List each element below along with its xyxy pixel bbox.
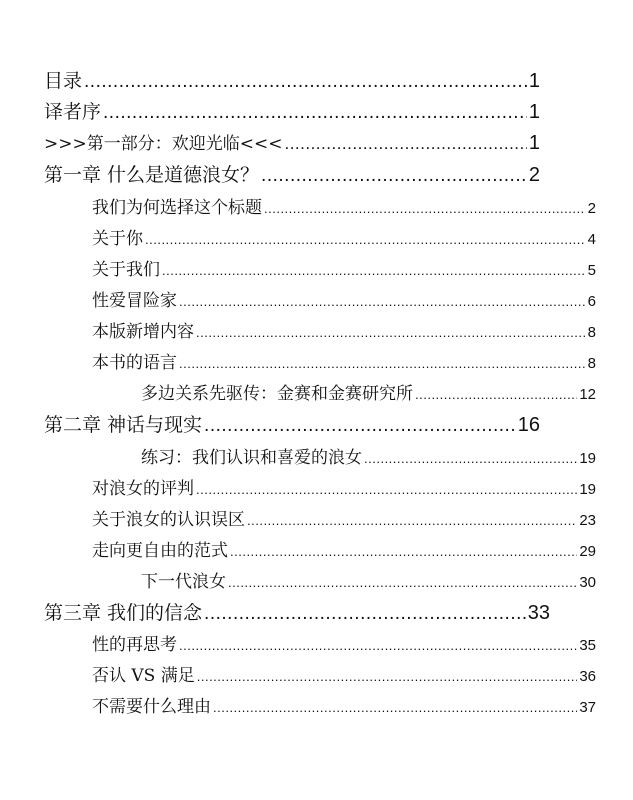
dot-leader (284, 134, 526, 154)
toc-entry-page: 23 (579, 512, 596, 529)
toc-entry-page: 2 (587, 200, 596, 217)
dot-leader (145, 232, 586, 247)
toc-entry[interactable] (92, 536, 596, 562)
toc-entry-page: 1 (528, 70, 540, 92)
toc-entry-page: 29 (579, 543, 596, 560)
toc-entry-title: 本书的语言 (92, 353, 177, 373)
dot-leader (364, 451, 577, 466)
toc-entry-title: 对浪女的评判 (92, 479, 194, 499)
toc-entry-page: 1 (528, 132, 540, 154)
toc-entry-page: 6 (587, 293, 596, 310)
toc-entry-title: 性的再思考 (92, 635, 177, 655)
toc-entry-page: 30 (579, 574, 596, 591)
toc-entry[interactable] (92, 661, 596, 687)
toc-entry[interactable] (92, 348, 596, 374)
toc-entry[interactable] (44, 598, 550, 626)
dot-leader (162, 263, 586, 278)
toc-entry-title: 译者序 (44, 101, 102, 123)
toc-entry[interactable] (44, 66, 540, 94)
toc-entry-title: 关于我们 (92, 260, 160, 280)
toc-entry-page: 36 (579, 668, 596, 685)
toc-entry-title: 本版新增内容 (92, 322, 194, 342)
toc-entry-page: 37 (579, 699, 596, 716)
toc-entry[interactable] (92, 286, 596, 312)
toc-entry-title: 关于你 (92, 229, 143, 249)
dot-leader (103, 102, 527, 124)
toc-entry[interactable] (92, 474, 596, 500)
toc-entry[interactable] (92, 193, 596, 219)
toc-entry[interactable] (141, 379, 596, 405)
toc-entry-title: 关于浪女的认识误区 (92, 510, 245, 530)
dot-leader (179, 638, 577, 653)
toc-entry-title: 练习：我们认识和喜爱的浪女 (141, 448, 362, 468)
toc-entry-title: 目录 (44, 70, 83, 92)
dot-leader (204, 415, 516, 437)
toc-entry-page: 4 (587, 231, 596, 248)
toc-entry-title: 走向更自由的范式 (92, 541, 228, 561)
toc-entry-title: 第二章 神话与现实 (44, 414, 203, 436)
toc-entry[interactable] (44, 410, 540, 438)
toc-entry-title: >>>第一部分：欢迎光临<<< (44, 134, 283, 154)
dot-leader (197, 669, 578, 684)
dot-leader (196, 482, 577, 497)
toc-entry-title: 不需要什么理由 (92, 697, 211, 717)
toc-entry[interactable] (92, 255, 596, 281)
toc-entry-title: 性爱冒险家 (92, 291, 177, 311)
toc-entry-page: 35 (579, 637, 596, 654)
dot-leader (204, 603, 526, 625)
toc-entry-page: 19 (579, 481, 596, 498)
dot-leader (84, 71, 527, 93)
dot-leader (213, 700, 577, 715)
toc-entry-title: 第三章 我们的信念 (44, 602, 203, 624)
dot-leader (264, 201, 586, 216)
toc-entry[interactable] (44, 160, 540, 188)
toc-entry[interactable] (92, 317, 596, 343)
toc-entry-page: 2 (528, 164, 540, 186)
toc-entry[interactable] (92, 630, 596, 656)
dot-leader (179, 356, 586, 371)
toc-entry-title: 否认 VS 满足 (92, 666, 195, 686)
toc-entry[interactable] (92, 224, 596, 250)
dot-leader (261, 165, 527, 187)
dot-leader (415, 387, 577, 402)
toc-entry[interactable] (44, 129, 540, 157)
dot-leader (247, 513, 577, 528)
toc-entry-page: 16 (517, 414, 540, 436)
toc-entry-page: 33 (527, 602, 550, 624)
toc-entry-title: 下一代浪女 (141, 572, 226, 592)
toc-entry[interactable] (141, 567, 596, 593)
toc-entry[interactable] (92, 692, 596, 718)
toc-entry-title: 第一章 什么是道德浪女？ (44, 164, 260, 186)
toc-entry-page: 8 (587, 355, 596, 372)
dot-leader (228, 575, 577, 590)
toc-entry[interactable] (44, 97, 540, 125)
toc-entry[interactable] (141, 443, 596, 469)
toc-entry-page: 12 (579, 386, 596, 403)
toc-entry-page: 5 (587, 262, 596, 279)
toc-entry-page: 8 (587, 324, 596, 341)
toc-entry[interactable] (92, 505, 596, 531)
dot-leader (179, 294, 586, 309)
toc-entry-title: 我们为何选择这个标题 (92, 198, 262, 218)
dot-leader (230, 544, 577, 559)
dot-leader (196, 325, 586, 340)
toc-entry-page: 1 (528, 101, 540, 123)
toc-entry-title: 多边关系先驱传：金赛和金赛研究所 (141, 384, 413, 404)
toc-entry-page: 19 (579, 450, 596, 467)
